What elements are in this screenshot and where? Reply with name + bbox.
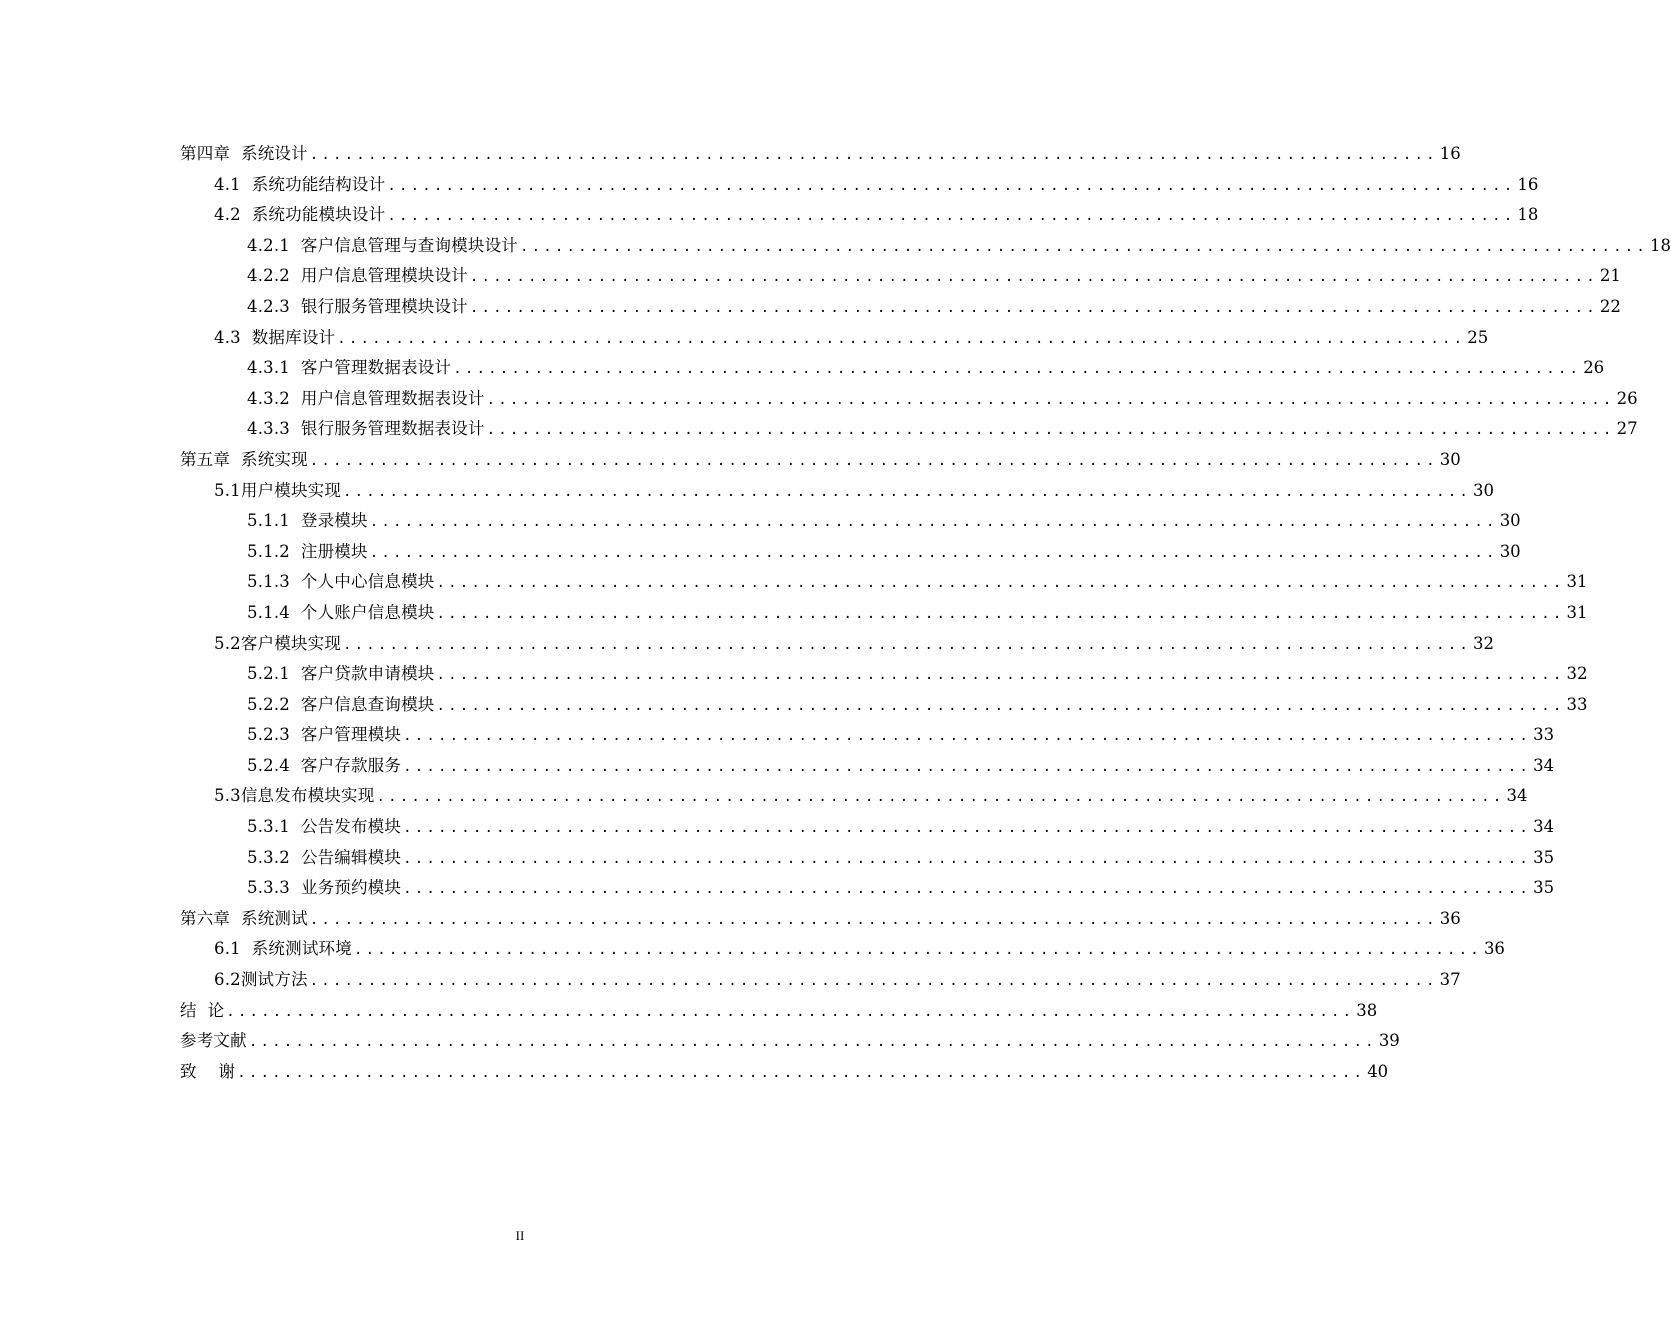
toc-entry-label: 5.1.3 个人中心信息模块 <box>247 572 435 592</box>
toc-entry-page: 21 <box>1599 266 1621 286</box>
toc-entry-page: 16 <box>1517 174 1539 194</box>
toc-entry-page: 35 <box>1533 847 1555 867</box>
toc-entry[interactable] <box>180 1026 1400 1057</box>
toc-entry-page: 32 <box>1473 633 1495 653</box>
toc-entry[interactable] <box>180 904 1461 935</box>
toc-entry-label: 5.2.1 客户贷款申请模块 <box>247 664 435 684</box>
toc-entry-label: 5.2.4 客户存款服务 <box>247 755 402 775</box>
toc-entry[interactable] <box>180 200 1539 231</box>
toc-leader-dots: ................................................................................................. <box>519 238 1648 255</box>
toc-entry-label: 结 论 <box>180 1000 225 1020</box>
toc-entry-label: 5.1.4 个人账户信息模块 <box>247 602 435 622</box>
toc-entry[interactable] <box>180 781 1528 812</box>
toc-entry-page: 39 <box>1378 1031 1400 1051</box>
toc-leader-dots: ................................................................................................. <box>453 361 1582 378</box>
toc-entry-page: 30 <box>1499 541 1521 561</box>
toc-entry-page: 18 <box>1517 205 1539 225</box>
toc-entry-page: 33 <box>1566 694 1588 714</box>
toc-entry-page: 34 <box>1533 817 1555 837</box>
toc-entry-page: 31 <box>1566 572 1588 592</box>
toc-entry[interactable] <box>180 261 1621 292</box>
toc-entry-page: 30 <box>1473 480 1495 500</box>
toc-leader-dots: ................................................................................................. <box>436 605 1565 622</box>
toc-entry[interactable] <box>180 567 1588 598</box>
toc-entry-label: 6.2测试方法 <box>214 970 308 990</box>
toc-leader-dots: ................................................................................................. <box>403 881 1532 898</box>
toc-entry-label: 5.2客户模块实现 <box>214 633 342 653</box>
toc-leader-dots: ................................................................................................. <box>387 177 1516 194</box>
toc-entry[interactable] <box>180 384 1638 415</box>
toc-entry-label: 5.2.3 客户管理模块 <box>247 725 402 745</box>
toc-entry-page: 22 <box>1599 296 1621 316</box>
toc-entry[interactable] <box>180 934 1505 965</box>
toc-entry-page: 34 <box>1506 786 1528 806</box>
toc-entry-label: 5.1.1 登录模块 <box>247 511 368 531</box>
toc-entry-page: 34 <box>1533 755 1555 775</box>
toc-entry-label: 4.3.2 用户信息管理数据表设计 <box>247 388 485 408</box>
toc-entry-label: 第六章 系统测试 <box>180 908 308 928</box>
toc-entry-label: 5.2.2 客户信息查询模块 <box>247 694 435 714</box>
toc-entry-page: 27 <box>1616 419 1638 439</box>
toc-entry-page: 36 <box>1439 908 1461 928</box>
toc-entry[interactable] <box>180 965 1461 996</box>
toc-leader-dots: ................................................................................................. <box>248 1034 1377 1051</box>
toc-entry[interactable] <box>180 720 1555 751</box>
toc-leader-dots: ................................................................................................. <box>309 147 1438 163</box>
toc-entry-page: 26 <box>1583 358 1605 378</box>
toc-entry-label: 4.2.3 银行服务管理模块设计 <box>247 296 468 316</box>
toc-leader-dots: ................................................................................................. <box>469 269 1598 286</box>
toc-entry[interactable] <box>180 231 1671 262</box>
toc-entry-label: 5.3.1 公告发布模块 <box>247 817 402 837</box>
toc-entry-label: 致 谢 <box>180 1061 236 1081</box>
toc-entry-label: 第四章 系统设计 <box>180 144 308 163</box>
toc-leader-dots: ................................................................................................. <box>369 514 1498 531</box>
toc-entry[interactable] <box>180 445 1461 476</box>
toc-leader-dots: ................................................................................................. <box>353 942 1482 959</box>
toc-leader-dots: ................................................................................................. <box>403 820 1532 837</box>
toc-leader-dots: ................................................................................................. <box>309 973 1438 990</box>
toc-entry[interactable] <box>180 873 1555 904</box>
toc-entry-page: 32 <box>1566 664 1588 684</box>
toc-entry-page: 16 <box>1439 144 1461 163</box>
toc-leader-dots: ................................................................................................. <box>309 452 1438 469</box>
toc-entry-page: 36 <box>1483 939 1505 959</box>
toc-entry[interactable] <box>180 292 1621 323</box>
toc-leader-dots: ................................................................................................. <box>237 1064 1366 1081</box>
toc-entry[interactable] <box>180 751 1555 782</box>
toc-entry[interactable] <box>180 812 1555 843</box>
toc-entry-page: 25 <box>1467 327 1489 347</box>
toc-entry-label: 5.1用户模块实现 <box>214 480 342 500</box>
toc-entry[interactable] <box>180 598 1588 629</box>
toc-entry-page: 26 <box>1616 388 1638 408</box>
toc-leader-dots: ................................................................................................. <box>436 667 1565 684</box>
toc-entry-label: 6.1 系统测试环境 <box>214 939 352 959</box>
toc-entry[interactable] <box>180 414 1638 445</box>
toc-entry-label: 参考文献 <box>180 1031 247 1051</box>
toc-entry-page: 40 <box>1367 1061 1389 1081</box>
toc-leader-dots: ................................................................................................. <box>226 1003 1355 1020</box>
toc-leader-dots: ................................................................................................. <box>469 299 1598 316</box>
page-number: II <box>515 1228 525 1243</box>
toc-entry-label: 第五章 系统实现 <box>180 449 308 469</box>
toc-entry[interactable] <box>180 353 1605 384</box>
toc-leader-dots: ................................................................................................. <box>309 911 1438 928</box>
toc-entry-label: 5.3信息发布模块实现 <box>214 786 375 806</box>
toc-entry[interactable] <box>180 659 1588 690</box>
toc-leader-dots: ................................................................................................. <box>486 391 1615 408</box>
toc-entry[interactable] <box>180 1057 1389 1088</box>
toc-entry-page: 38 <box>1356 1000 1378 1020</box>
toc-entry-label: 4.2.2 用户信息管理模块设计 <box>247 266 468 286</box>
toc-entry-page: 31 <box>1566 602 1588 622</box>
toc-entry-page: 33 <box>1533 725 1555 745</box>
toc-entry[interactable] <box>180 690 1588 721</box>
toc-leader-dots: ................................................................................................. <box>403 850 1532 867</box>
toc-entry[interactable] <box>180 476 1495 507</box>
toc-entry[interactable] <box>180 996 1378 1027</box>
toc-entry-label: 4.2.1 客户信息管理与查询模块设计 <box>247 235 518 255</box>
toc-entry[interactable] <box>180 629 1495 660</box>
toc-entry-label: 5.3.3 业务预约模块 <box>247 878 402 898</box>
toc-entry[interactable] <box>180 537 1521 568</box>
toc-entry-label: 5.1.2 注册模块 <box>247 541 368 561</box>
toc-leader-dots: ................................................................................................. <box>403 728 1532 745</box>
toc-leader-dots: ................................................................................................. <box>436 697 1565 714</box>
toc-entry-page: 30 <box>1499 511 1521 531</box>
toc-entry-label: 4.1 系统功能结构设计 <box>214 174 386 194</box>
toc-entry-page: 30 <box>1439 449 1461 469</box>
toc-leader-dots: ................................................................................................. <box>337 330 1466 347</box>
toc-leader-dots: ................................................................................................. <box>343 483 1472 500</box>
toc-entry-label: 4.3 数据库设计 <box>214 327 336 347</box>
toc-leader-dots: ................................................................................................. <box>436 575 1565 592</box>
toc-leader-dots: ................................................................................................. <box>403 758 1532 775</box>
toc-entry-page: 18 <box>1649 235 1671 255</box>
toc-entry[interactable] <box>180 139 1461 170</box>
toc-entry[interactable] <box>180 170 1539 201</box>
toc-leader-dots: ................................................................................................. <box>369 544 1498 561</box>
toc-entry-page: 35 <box>1533 878 1555 898</box>
toc-leader-dots: ................................................................................................. <box>343 636 1472 653</box>
toc-entry-page: 37 <box>1439 970 1461 990</box>
toc-entry[interactable] <box>180 506 1521 537</box>
toc-entry-label: 4.2 系统功能模块设计 <box>214 205 386 225</box>
toc-leader-dots: ................................................................................................. <box>387 208 1516 225</box>
table-of-contents <box>180 139 1671 1087</box>
toc-leader-dots: ................................................................................................. <box>376 789 1505 806</box>
toc-entry-label: 4.3.3 银行服务管理数据表设计 <box>247 419 485 439</box>
toc-entry-label: 4.3.1 客户管理数据表设计 <box>247 358 452 378</box>
toc-entry[interactable] <box>180 323 1489 354</box>
toc-entry[interactable] <box>180 843 1555 874</box>
toc-leader-dots: ................................................................................................. <box>486 422 1615 439</box>
toc-entry-label: 5.3.2 公告编辑模块 <box>247 847 402 867</box>
